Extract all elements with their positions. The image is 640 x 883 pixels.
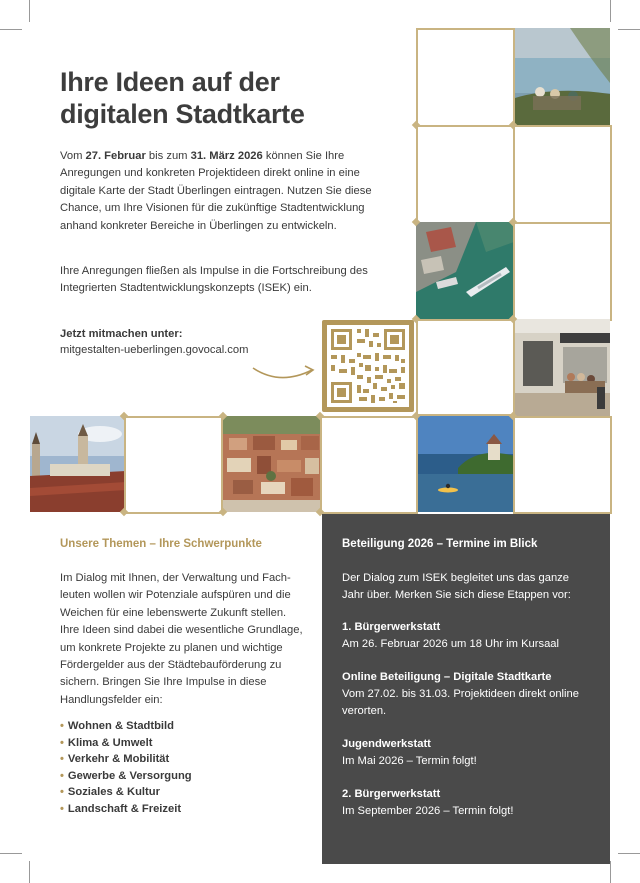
cafe-street-photo [515, 319, 610, 416]
schedule-item-text: Am 26. Februar 2026 um 18 Uhr im Kursaal [342, 638, 560, 650]
lake-kayak-photo [418, 416, 514, 512]
themes-list [60, 718, 192, 818]
schedule-item-title: Online Beteiligung – Digitale Stadtkarte [342, 671, 552, 683]
schedule-item-text: Im September 2026 – Termin folgt! [342, 805, 514, 817]
schedule-item-title: 1. Bürgerwerkstatt [342, 621, 441, 633]
lake-photo [515, 28, 610, 125]
schedule-item-title: Jugendwerkstatt [342, 738, 431, 750]
grid-cell [320, 416, 418, 514]
list-item: • Landschaft & Freizeit [60, 802, 182, 815]
grid-cell [416, 28, 515, 127]
old-town-photo [30, 416, 126, 512]
town-aerial-photo [223, 416, 320, 512]
list-item: • Gewerbe & Versorgung [60, 769, 192, 782]
schedule-item-text: Vom 27.02. bis 31.03. Projektideen direkt online verorten. [342, 688, 579, 717]
grid-cell [513, 222, 612, 321]
grid-cell [124, 416, 223, 514]
grid-cell [416, 319, 515, 416]
harbour-aerial-photo [416, 222, 514, 319]
schedule-intro: Der Dialog zum ISEK begleitet uns das ganze Jahr über. Merken Sie sich diese Etappen vor: [342, 572, 571, 601]
crop-mark [0, 29, 22, 30]
crop-mark [610, 0, 611, 22]
grid-cell [416, 125, 515, 224]
schedule-heading: Beteiligung 2026 – Termine im Blick [342, 538, 538, 550]
crop-mark [618, 853, 640, 854]
list-item: • Wohnen & Stadtbild [60, 720, 174, 732]
list-item: • Verkehr & Mobilität [60, 753, 170, 766]
intro-paragraph: Vom 27. Februar bis zum 31. März 2026 können Sie Ihre Anregungen und konkreten Projektideen direkt online in eine digitale Karte der Stadt Überlingen eintragen. Nutzen Sie diese Chance, um Ihre Visionen für die zukünftige Stadtentwicklung anhand konkreter Bereiche in Überlingen zu entwickeln. [60, 150, 372, 232]
schedule-item-text: Im Mai 2026 – Termin folgt! [342, 755, 477, 767]
list-item: • Klima & Umwelt [60, 736, 153, 749]
cta-url-link[interactable]: mitgestalten-ueberlingen.govocal.com [60, 344, 249, 356]
crop-mark [0, 853, 22, 854]
themes-heading: Unsere Themen – Ihre Schwerpunkte [60, 538, 262, 550]
crop-mark [29, 0, 30, 22]
crop-mark [618, 29, 640, 30]
page-title: Ihre Ideen auf der digitalen Stadtkarte [60, 67, 305, 129]
crop-mark [29, 861, 30, 883]
crop-mark [610, 861, 611, 883]
grid-cell [513, 125, 612, 224]
arrow-icon [250, 358, 320, 386]
cta-label: Jetzt mitmachen unter: [60, 328, 183, 340]
schedule-item-title: 2. Bürgerwerkstatt [342, 788, 441, 800]
themes-paragraph: Im Dialog mit Ihnen, der Verwaltung und Fachleuten wollen wir Potenziale aufspüren und die Weichen für eine lebenswerte Zukunft stellen. Ihre Ideen sind dabei die wesentliche Grundlage, um konkrete Projekte zu planen und wichtige Fördergelder aus der Städtebauförderung zu sichern. Bringen Sie Ihre Impulse in diese Handlungsfelder ein: [60, 572, 303, 706]
grid-cell [513, 416, 612, 514]
impulse-paragraph: Ihre Anregungen fließen als Impulse in die Fortschreibung des Integrierten Stadtentwicklungskonzepts (ISEK) ein. [60, 265, 368, 295]
list-item: • Soziales & Kultur [60, 786, 160, 799]
qr-code[interactable] [322, 320, 414, 412]
